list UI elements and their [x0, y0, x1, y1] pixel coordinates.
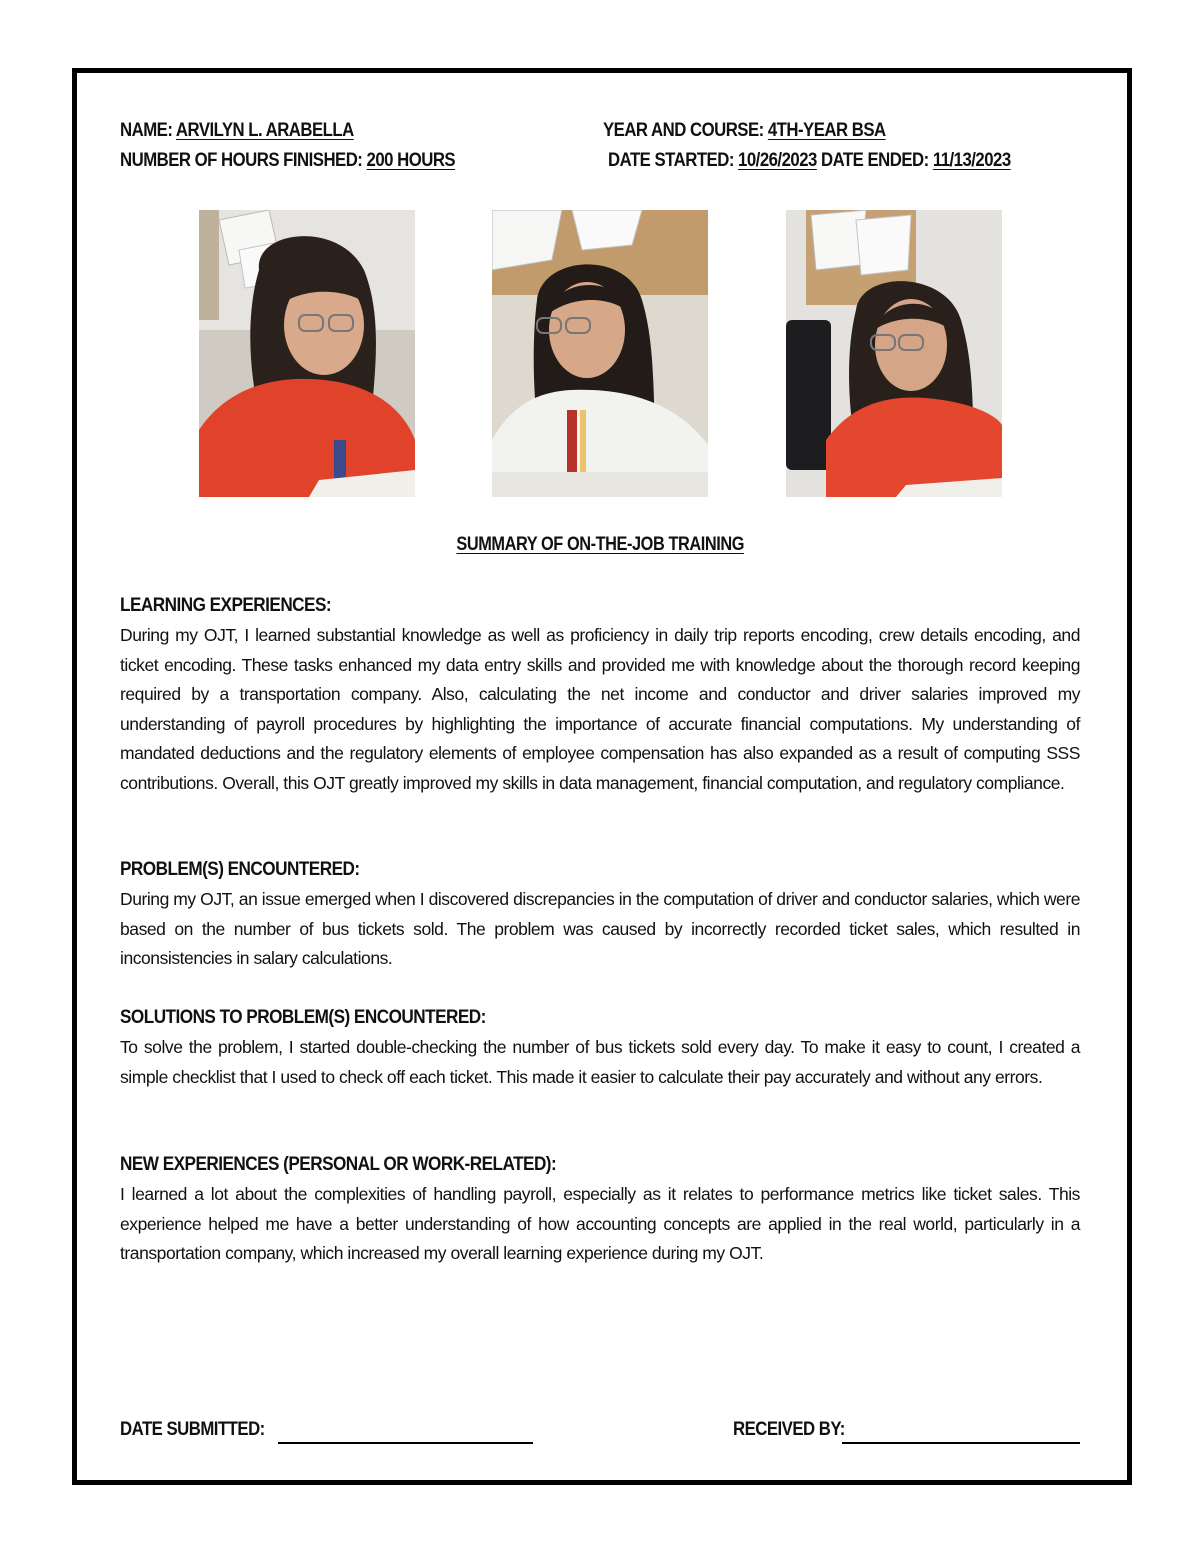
summary-title-text: SUMMARY OF ON-THE-JOB TRAINING — [456, 534, 744, 555]
name-field — [120, 119, 354, 142]
summary-title — [0, 534, 1200, 556]
hours-label: NUMBER OF HOURS FINISHED: — [120, 149, 363, 171]
solutions-section — [120, 1006, 1080, 1092]
photo-2 — [492, 210, 708, 497]
year-course-field — [603, 119, 886, 142]
learning-section — [120, 594, 1080, 798]
date-started-value: 10/26/2023 — [738, 149, 817, 171]
year-course-label: YEAR AND COURSE: — [603, 119, 764, 141]
date-ended-value: 11/13/2023 — [932, 149, 1011, 171]
year-course-value: 4TH-YEAR BSA — [767, 119, 886, 141]
dates-field — [608, 149, 1011, 172]
new-experiences-heading: NEW EXPERIENCES (PERSONAL OR WORK-RELATED): — [120, 1153, 557, 1175]
date-submitted-line — [278, 1442, 533, 1444]
problems-section — [120, 858, 1080, 974]
photo-3 — [786, 210, 1002, 497]
received-by-line — [842, 1442, 1080, 1444]
date-submitted-field — [120, 1418, 288, 1441]
hours-field — [120, 149, 455, 172]
problems-heading: PROBLEM(S) ENCOUNTERED: — [120, 858, 360, 880]
date-submitted-label: DATE SUBMITTED: — [120, 1418, 265, 1440]
received-by-field — [733, 1418, 863, 1441]
problems-body: During my OJT, an issue emerged when I discovered discrepancies in the computation of driver and conductor salaries, which were based on the number of bus tickets sold. The problem was caused by incorrectly recorded ticket sales, which resulted in inconsistencies in salary calculations. — [120, 889, 1080, 968]
date-started-label: DATE STARTED: — [608, 149, 734, 171]
received-by-label: RECEIVED BY: — [733, 1418, 845, 1440]
date-ended-label: DATE ENDED: — [820, 149, 929, 171]
solutions-body: To solve the problem, I started double-checking the number of bus tickets sold every day. To make it easy to count, I created a simple checklist that I used to check off each ticket. This made it easier to calculate their pay accurately and without any errors. — [120, 1037, 1080, 1087]
learning-heading: LEARNING EXPERIENCES: — [120, 594, 332, 616]
solutions-heading: SOLUTIONS TO PROBLEM(S) ENCOUNTERED: — [120, 1006, 486, 1028]
name-label: NAME: — [120, 119, 173, 141]
new-experiences-section — [120, 1153, 1080, 1269]
learning-body: During my OJT, I learned substantial knowledge as well as proficiency in daily trip reports encoding, crew details encoding, and ticket encoding. These tasks enhanced my data entry skills and provided me with knowledge about the thorough record keeping required by a transportation company. Also, calculating the net income and conductor and driver salaries improved my understanding of payroll procedures by highlighting the importance of accurate financial computations. My understanding of mandated deductions and the regulatory elements of employee compensation has also expanded as a result of computing SSS contributions. Overall, this OJT greatly improved my skills in data management, financial computation, and regulatory compliance. — [120, 625, 1080, 793]
hours-value: 200 HOURS — [366, 149, 456, 171]
name-value: ARVILYN L. ARABELLA — [175, 119, 354, 141]
new-experiences-body: I learned a lot about the complexities of handling payroll, especially as it relates to performance metrics like ticket sales. This experience helped me have a better understanding of how accounting concepts are applied in the real world, particularly in a transportation company, which increased my overall learning experience during my OJT. — [120, 1184, 1080, 1263]
photo-1 — [199, 210, 415, 497]
